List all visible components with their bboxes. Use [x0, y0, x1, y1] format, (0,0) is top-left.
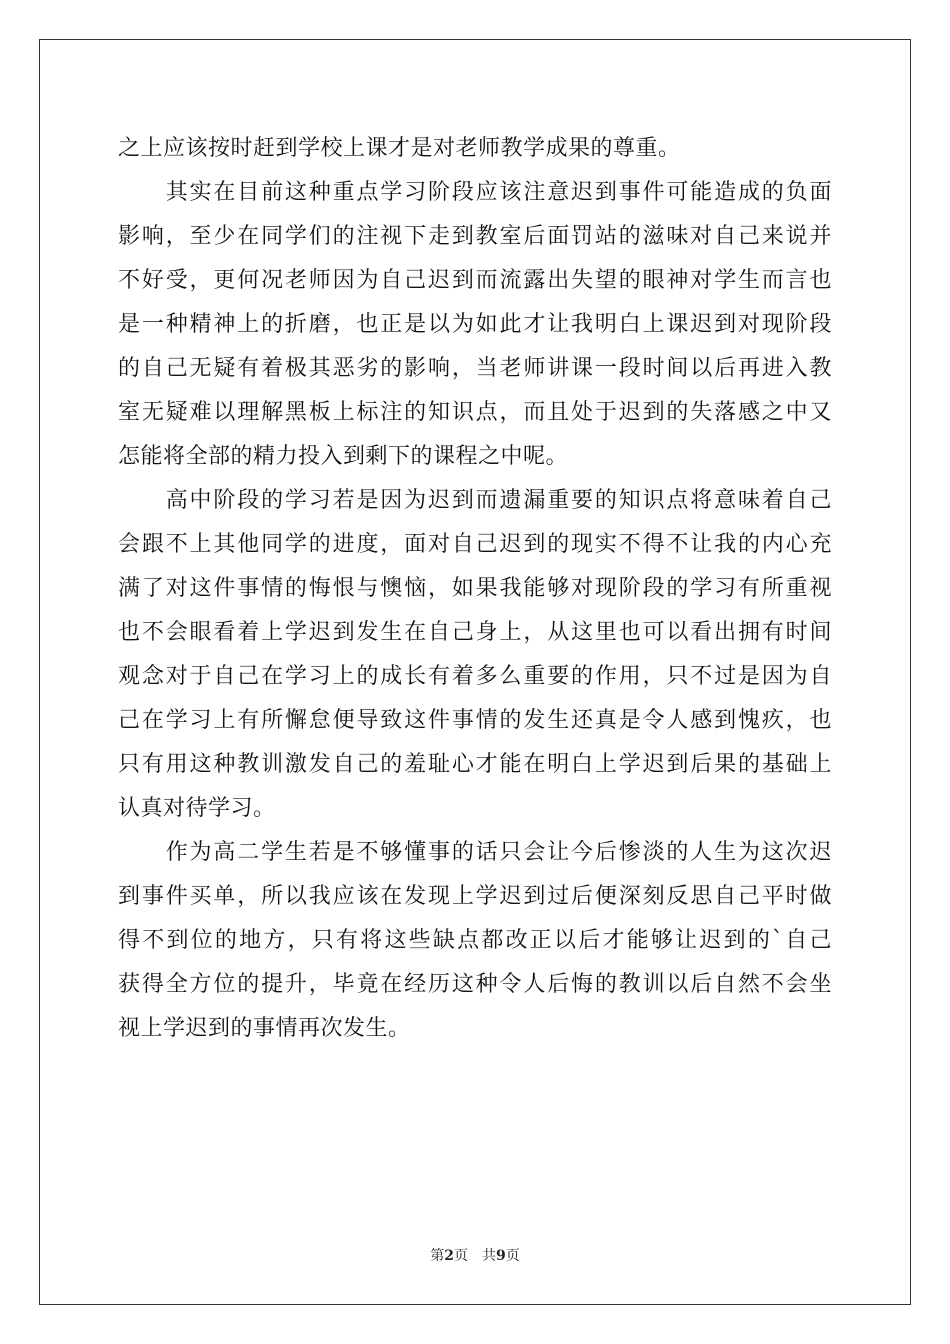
page-prefix: 第 — [430, 1248, 445, 1264]
text-line: 到事件买单，所以我应该在发现上学迟到过后便深刻反思自己平时做 — [118, 884, 832, 909]
page-footer — [0, 1245, 950, 1265]
text-line: 作为高二学生若是不够懂事的话只会让今后惨淡的人生为这次迟 — [118, 840, 832, 865]
text-line: 不好受，更何况老师因为自己迟到而流露出失望的眼神对学生而言也 — [118, 268, 832, 293]
text-line: 会跟不上其他同学的进度，面对自己迟到的现实不得不让我的内心充 — [118, 532, 832, 557]
text-line: 得不到位的地方，只有将这些缺点都改正以后才能够让迟到的`自己 — [118, 928, 832, 953]
text-line: 观念对于自己在学习上的成长有着多么重要的作用，只不过是因为自 — [118, 664, 832, 689]
page-total: 9 — [496, 1248, 506, 1264]
text-line: 也不会眼看着上学迟到发生在自己身上，从这里也可以看出拥有时间 — [118, 620, 832, 645]
page-suffix: 页 — [454, 1248, 468, 1264]
text-line: 只有用这种教训激发自己的羞耻心才能在明白上学迟到后果的基础上 — [118, 752, 832, 777]
total-prefix: 共 — [482, 1248, 496, 1264]
text-line: 视上学迟到的事情再次发生。 — [118, 1016, 411, 1041]
text-line: 己在学习上有所懈怠便导致这件事情的发生还真是令人感到愧疚，也 — [118, 708, 832, 733]
text-line: 获得全方位的提升，毕竟在经历这种令人后悔的教训以后自然不会坐 — [118, 972, 832, 997]
text-line: 其实在目前这种重点学习阶段应该注意迟到事件可能造成的负面 — [118, 180, 832, 205]
text-line: 之上应该按时赶到学校上课才是对老师教学成果的尊重。 — [118, 136, 681, 161]
total-suffix: 页 — [505, 1248, 520, 1264]
text-line: 满了对这件事情的悔恨与懊恼，如果我能够对现阶段的学习有所重视 — [118, 576, 832, 601]
text-line: 是一种精神上的折磨，也正是以为如此才让我明白上课迟到对现阶段 — [118, 312, 832, 337]
text-line: 高中阶段的学习若是因为迟到而遗漏重要的知识点将意味着自己 — [118, 488, 832, 513]
text-line: 的自己无疑有着极其恶劣的影响，当老师讲课一段时间以后再进入教 — [118, 356, 832, 381]
text-line: 怎能将全部的精力投入到剩下的课程之中呢。 — [118, 444, 569, 469]
text-line: 室无疑难以理解黑板上标注的知识点，而且处于迟到的失落感之中又 — [118, 400, 832, 425]
text-line: 认真对待学习。 — [118, 796, 276, 821]
document-body — [118, 127, 832, 1051]
text-line: 影响，至少在同学们的注视下走到教室后面罚站的滋味对自己来说并 — [118, 224, 832, 249]
page-current: 2 — [444, 1248, 454, 1264]
